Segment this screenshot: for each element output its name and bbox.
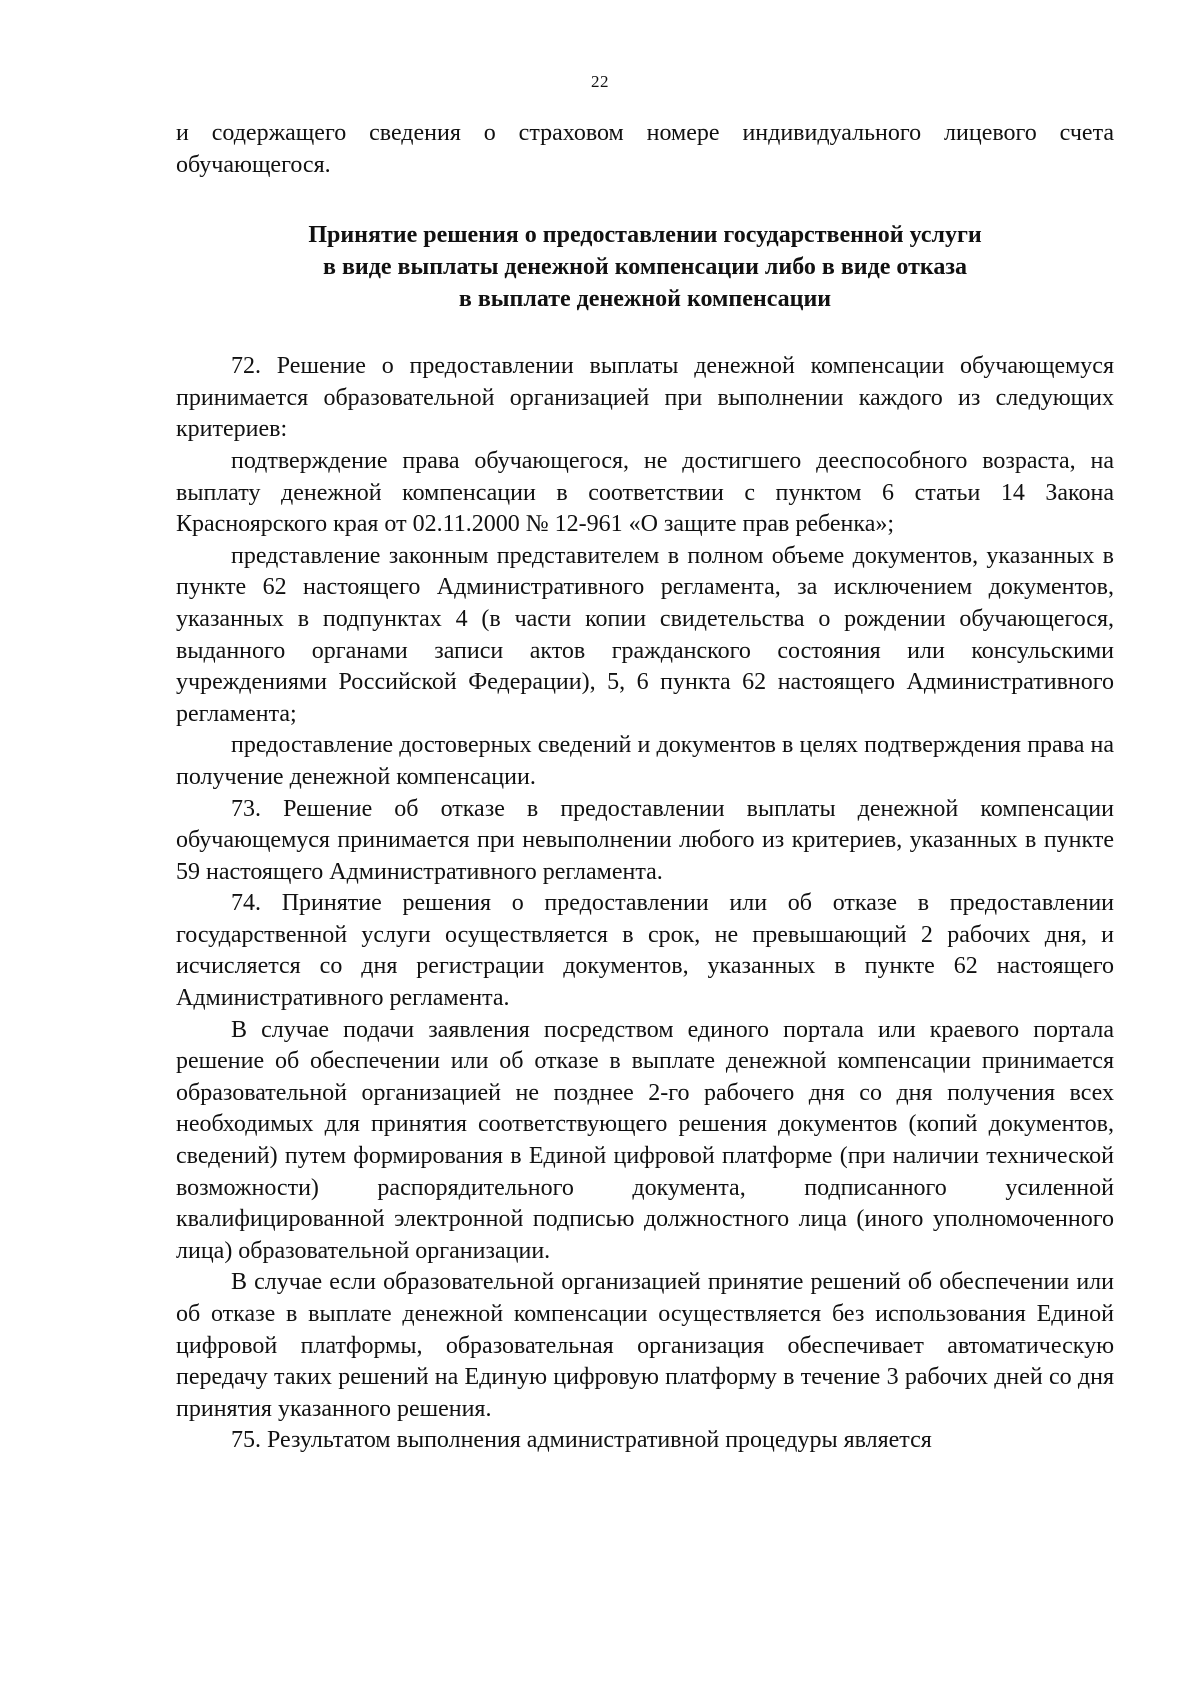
- document-body: [176, 118, 1114, 1457]
- section-heading-line: в выплате денежной компенсации: [458, 286, 832, 313]
- paragraph-73: 73. Решение об отказе в предоставлении выплаты денежной компенсации обучающемуся принимается при невыполнении любого из критериев, указанных в пункте 59 настоящего Административного регламента.: [176, 795, 1114, 885]
- criterion-paragraph: предоставление достоверных сведений и документов в целях подтверждения права на получение денежной компенсации.: [176, 732, 1114, 790]
- paragraph-72: 72. Решение о предоставлении выплаты денежной компенсации обучающемуся принимается образовательной организацией при выполнении каждого из следующих критериев:: [176, 353, 1114, 443]
- page-number: 22: [591, 72, 609, 91]
- criterion-paragraph: представление законным представителем в полном объеме документов, указанных в пункте 62 настоящего Административного регламента, за исключением документов, указанных в подпунктах 4 (в части копии свидетельства о рождении обучающегося, выданного органами записи актов гражданского состояния или консульскими учреждениями Российской Федерации), 5, 6 пункта 62 настоящего Административного регламента;: [176, 542, 1114, 727]
- section-heading-line: Принятие решения о предоставлении государственной услуги: [308, 222, 982, 249]
- paragraph-75: 75. Результатом выполнения административной процедуры является: [231, 1427, 932, 1454]
- paragraph-74: 74. Принятие решения о предоставлении или об отказе в предоставлении государственной услуги осуществляется в срок, не превышающий 2 рабочих дня, и исчисляется со дня регистрации документов, указанных в пункте 62 настоящего Административного регламента.: [176, 890, 1114, 1012]
- intro-paragraph: и содержащего сведения о страховом номере индивидуального лицевого счета обучающегося.: [176, 120, 1114, 178]
- portal-application-paragraph: В случае подачи заявления посредством единого портала или краевого портала решение об обеспечении или об отказе в выплате денежной компенсации принимается образовательной организацией не позднее 2-го рабочего дня со дня получения всех необходимых для принятия соответствующего решения документов (копий документов, сведений) путем формирования в Единой цифровой платформе (при наличии технической возможности) распорядительного документа, подписанного усиленной квалифицированной электронной подписью должностного лица (иного уполномоченного лица) образовательной организации.: [176, 1016, 1114, 1264]
- criterion-paragraph: подтверждение права обучающегося, не достигшего дееспособного возраста, на выплату денежной компенсации в соответствии с пунктом 6 статьи 14 Закона Красноярского края от 02.11.2000 № 12-961 «О защите прав ребенка»;: [176, 447, 1114, 538]
- section-heading-line: в виде выплаты денежной компенсации либо в виде отказа: [322, 254, 967, 281]
- platform-transfer-paragraph: В случае если образовательной организацией принятие решений об обеспечении или об отказе в выплате денежной компенсации осуществляется без использования Единой цифровой платформы, образовательная организация обеспечивает автоматическую передачу таких решений на Единую цифровую платформу в течение 3 рабочих дней со дня принятия указанного решения.: [176, 1269, 1114, 1422]
- section-heading: [176, 219, 1114, 315]
